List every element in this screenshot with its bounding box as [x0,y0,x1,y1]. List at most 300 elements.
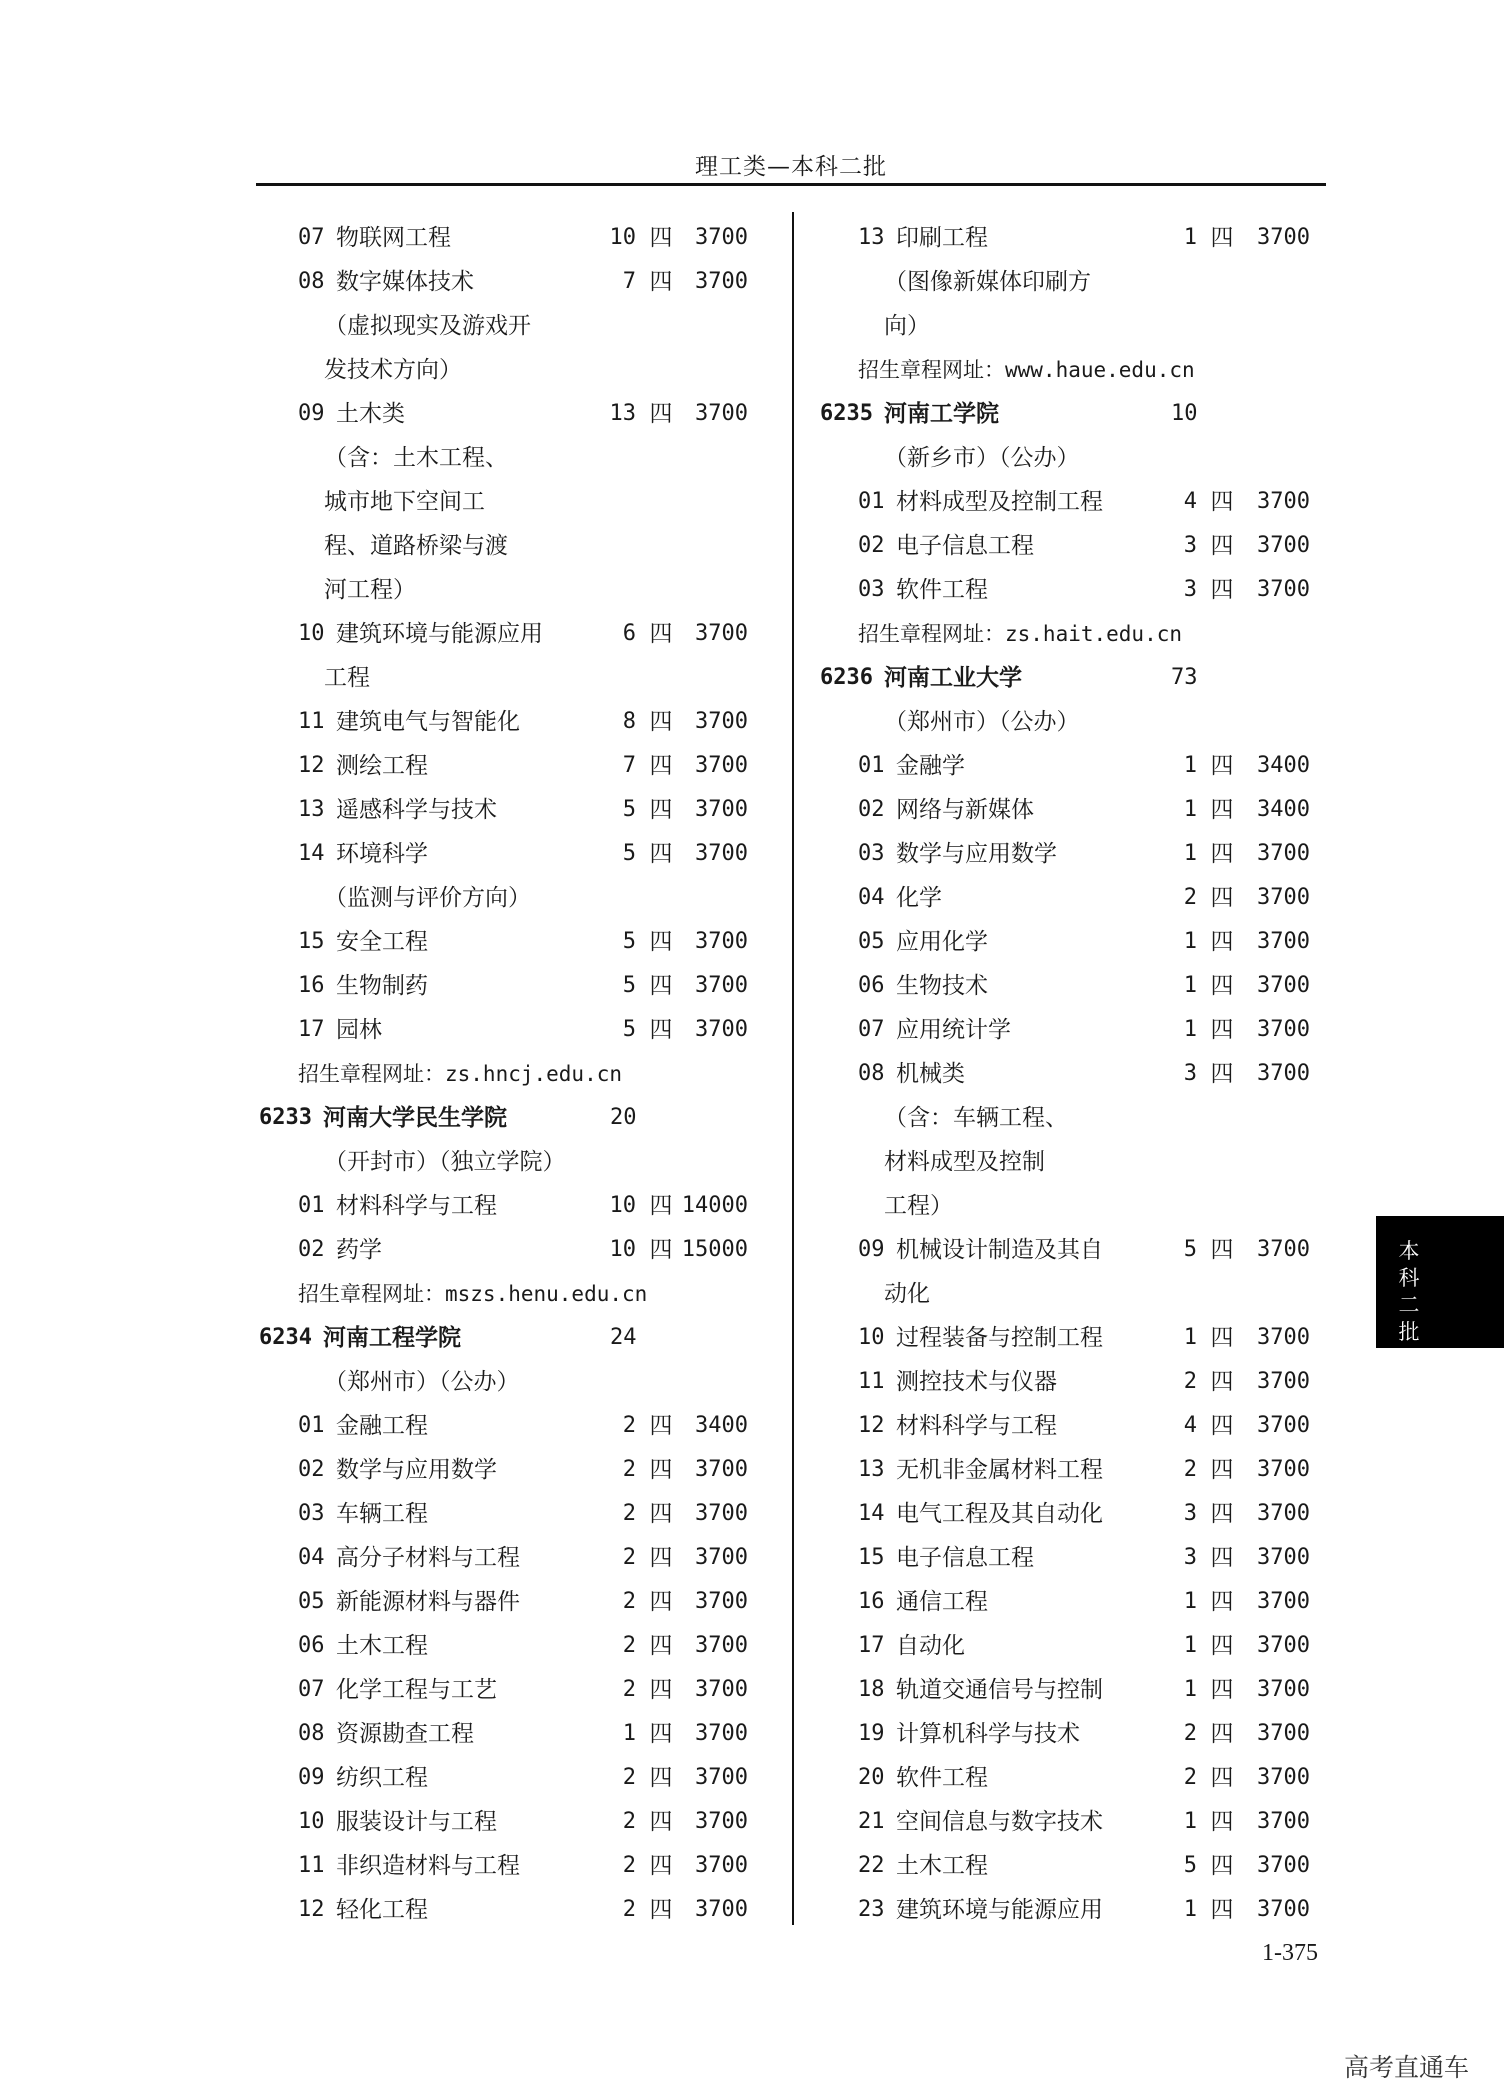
tuition-fee: 3700 [1257,1721,1310,1746]
major-name: 生物制药 [336,973,428,999]
major-name: 金融学 [896,753,965,779]
major-code: 12 [858,1413,885,1438]
tuition-fee: 3700 [1257,1017,1310,1042]
major-count: 2 [622,1589,636,1614]
note-text: （新乡市）（公办） [884,445,1080,471]
major-code: 08 [298,269,325,294]
note-text: （监测与评价方向） [324,885,531,911]
school-name: 河南工学院 [884,401,999,427]
note-text: 城市地下空间工 [324,489,485,515]
school-row [0,656,1504,700]
major-row [0,1052,1504,1096]
major-code: 04 [858,885,885,910]
major-name: 遥感科学与技术 [336,797,497,823]
major-count: 1 [1183,973,1197,998]
major-count: 2 [1183,885,1197,910]
note-text: （图像新媒体印刷方 [884,269,1091,295]
major-row [0,1360,1504,1404]
major-count: 1 [1183,929,1197,954]
study-years: 四 [1210,841,1234,867]
tuition-fee: 3700 [1257,929,1310,954]
school-code: 6234 [259,1325,312,1350]
note-text: （虚拟现实及游戏开 [324,313,531,339]
major-name: 数字媒体技术 [336,269,474,295]
tuition-fee: 3400 [1257,753,1310,778]
major-code: 03 [858,841,885,866]
major-count: 2 [622,1501,636,1526]
school-name: 河南工业大学 [884,665,1022,691]
side-tab-label: 本科二批 [1398,1239,1420,1344]
study-years: 四 [1210,225,1234,251]
tuition-fee: 3700 [695,1633,748,1658]
study-years: 四 [1210,1853,1234,1879]
major-code: 02 [858,797,885,822]
note-row [0,700,1504,744]
admission-url-row [0,348,1504,392]
major-code: 10 [858,1325,885,1350]
major-name: 新能源材料与器件 [336,1589,520,1615]
study-years: 四 [649,1237,673,1263]
major-name: 通信工程 [896,1589,988,1615]
school-code: 6233 [259,1105,312,1130]
major-code: 12 [298,1897,325,1922]
major-name: 网络与新媒体 [896,797,1034,823]
tuition-fee: 3700 [695,1457,748,1482]
tuition-fee: 3700 [695,797,748,822]
page-number: 1-375 [1262,1940,1318,1966]
tuition-fee: 3700 [1257,973,1310,998]
major-name: 应用统计学 [896,1017,1011,1043]
major-count: 1 [1183,841,1197,866]
major-name: 化学 [896,885,942,911]
major-count: 2 [622,1413,636,1438]
major-code: 07 [298,225,325,250]
major-code: 03 [298,1501,325,1526]
major-count: 5 [622,929,636,954]
school-quota: 20 [610,1105,637,1130]
admission-url: 招生章程网址：zs.hncj.edu.cn [298,1062,623,1086]
note-text: 工程） [884,1193,953,1219]
tuition-fee: 3700 [695,621,748,646]
major-code: 08 [298,1721,325,1746]
major-row [0,1008,1504,1052]
school-code: 6236 [820,665,873,690]
major-count: 10 [609,1237,636,1262]
tuition-fee: 3700 [1257,1677,1310,1702]
major-row [0,788,1504,832]
major-name: 电子信息工程 [896,1545,1034,1571]
major-code: 17 [298,1017,325,1042]
school-code: 6235 [820,401,873,426]
school-name: 河南大学民生学院 [323,1105,507,1131]
major-row [0,568,1504,612]
note-row [0,1184,1504,1228]
page-header-title: 理工类—本科二批 [695,154,887,180]
major-name: 测绘工程 [336,753,428,779]
major-code: 16 [858,1589,885,1614]
study-years: 四 [649,1765,673,1791]
tuition-fee: 3700 [695,1897,748,1922]
tuition-fee: 3700 [1257,1809,1310,1834]
tuition-fee: 3700 [695,269,748,294]
note-row [0,260,1504,304]
tuition-fee: 3700 [1257,489,1310,514]
tuition-fee: 3700 [695,1853,748,1878]
note-row [0,1096,1504,1140]
major-row [0,216,1504,260]
study-years: 四 [1210,577,1234,603]
note-text: （含：土木工程、 [324,445,508,471]
tuition-fee: 3700 [1257,1633,1310,1658]
study-years: 四 [649,753,673,779]
tuition-fee: 3700 [695,973,748,998]
study-years: 四 [649,621,673,647]
study-years: 四 [1210,533,1234,559]
major-row [0,1580,1504,1624]
major-count: 1 [1183,1809,1197,1834]
note-text: （郑州市）（公办） [884,709,1080,735]
major-row [0,920,1504,964]
major-count: 2 [622,1853,636,1878]
study-years: 四 [649,709,673,735]
major-count: 8 [622,709,636,734]
study-years: 四 [649,1501,673,1527]
study-years: 四 [1210,1677,1234,1703]
tuition-fee: 3700 [1257,225,1310,250]
tuition-fee: 3700 [1257,1589,1310,1614]
study-years: 四 [1210,1765,1234,1791]
tuition-fee: 3700 [1257,1765,1310,1790]
major-count: 3 [1183,1061,1197,1086]
tuition-fee: 3700 [695,225,748,250]
study-years: 四 [1210,1237,1234,1263]
major-name: 建筑环境与能源应用 [336,621,543,647]
major-row [0,1844,1504,1888]
major-name: 化学工程与工艺 [336,1677,497,1703]
study-years: 四 [649,841,673,867]
major-code: 07 [858,1017,885,1042]
major-code: 02 [858,533,885,558]
note-text: 向） [884,313,930,339]
note-text: 动化 [884,1281,930,1307]
major-code: 13 [858,225,885,250]
study-years: 四 [649,1809,673,1835]
school-quota: 73 [1171,665,1198,690]
major-count: 2 [622,1677,636,1702]
major-code: 10 [298,621,325,646]
major-code: 05 [858,929,885,954]
major-row [0,964,1504,1008]
tuition-fee: 3700 [1257,577,1310,602]
major-code: 21 [858,1809,885,1834]
major-code: 08 [858,1061,885,1086]
major-code: 23 [858,1897,885,1922]
major-count: 1 [622,1721,636,1746]
study-years: 四 [649,1677,673,1703]
major-count: 2 [622,1633,636,1658]
study-years: 四 [1210,1325,1234,1351]
major-name: 数学与应用数学 [336,1457,497,1483]
major-name: 测控技术与仪器 [896,1369,1057,1395]
major-name: 土木工程 [336,1633,428,1659]
study-years: 四 [1210,489,1234,515]
study-years: 四 [1210,1897,1234,1923]
tuition-fee: 3700 [1257,1413,1310,1438]
major-code: 13 [858,1457,885,1482]
major-name: 电气工程及其自动化 [896,1501,1103,1527]
study-years: 四 [1210,1413,1234,1439]
major-code: 11 [858,1369,885,1394]
major-row [0,876,1504,920]
tuition-fee: 3700 [1257,1501,1310,1526]
tuition-fee: 3700 [1257,1325,1310,1350]
tuition-fee: 3700 [695,1545,748,1570]
note-row [0,1140,1504,1184]
tuition-fee: 3700 [695,929,748,954]
major-name: 环境科学 [336,841,428,867]
study-years: 四 [1210,1457,1234,1483]
major-count: 5 [622,973,636,998]
note-text: （含：车辆工程、 [884,1105,1068,1131]
study-years: 四 [1210,1589,1234,1615]
major-row [0,1888,1504,1932]
major-code: 14 [858,1501,885,1526]
note-row [0,436,1504,480]
study-years: 四 [649,1193,673,1219]
tuition-fee: 3400 [695,1413,748,1438]
major-count: 3 [1183,1501,1197,1526]
major-row [0,1492,1504,1536]
note-text: 程、道路桥梁与渡 [324,533,508,559]
major-count: 1 [1183,1633,1197,1658]
study-years: 四 [649,1457,673,1483]
major-name: 应用化学 [896,929,988,955]
major-name: 软件工程 [896,1765,988,1791]
major-name: 电子信息工程 [896,533,1034,559]
major-name: 数学与应用数学 [896,841,1057,867]
tuition-fee: 3700 [1257,1853,1310,1878]
study-years: 四 [1210,1545,1234,1571]
admission-url: 招生章程网址：zs.hait.edu.cn [858,622,1183,646]
major-code: 01 [298,1413,325,1438]
major-name: 无机非金属材料工程 [896,1457,1103,1483]
major-code: 02 [298,1457,325,1482]
tuition-fee: 14000 [681,1193,748,1218]
major-count: 2 [622,1765,636,1790]
study-years: 四 [649,1545,673,1571]
major-name: 物联网工程 [336,225,451,251]
major-name: 纺织工程 [336,1765,428,1791]
study-years: 四 [1210,797,1234,823]
major-name: 印刷工程 [896,225,988,251]
major-row [0,1228,1504,1272]
major-name: 建筑环境与能源应用 [896,1897,1103,1923]
major-code: 03 [858,577,885,602]
major-count: 5 [622,797,636,822]
major-code: 09 [298,1765,325,1790]
watermark: 高考直通车 [1344,2053,1470,2082]
school-quota: 10 [1171,401,1198,426]
study-years: 四 [649,401,673,427]
study-years: 四 [649,1721,673,1747]
major-name: 生物技术 [896,973,988,999]
major-name: 自动化 [896,1633,965,1659]
major-code: 05 [298,1589,325,1614]
major-count: 5 [1183,1853,1197,1878]
major-count: 2 [622,1457,636,1482]
major-count: 2 [622,1545,636,1570]
admission-url-row [0,612,1504,656]
major-count: 10 [609,225,636,250]
tuition-fee: 3700 [695,401,748,426]
major-row [0,480,1504,524]
tuition-fee: 3700 [1257,1897,1310,1922]
major-count: 2 [622,1809,636,1834]
major-code: 17 [858,1633,885,1658]
note-row [0,304,1504,348]
major-code: 20 [858,1765,885,1790]
major-count: 2 [1183,1765,1197,1790]
tuition-fee: 3700 [695,1017,748,1042]
major-count: 5 [622,841,636,866]
major-code: 11 [298,1853,325,1878]
major-name: 服装设计与工程 [336,1809,497,1835]
major-name: 机械设计制造及其自 [896,1237,1103,1263]
study-years: 四 [1210,1501,1234,1527]
admission-url: 招生章程网址：www.haue.edu.cn [858,358,1195,382]
header-rule [256,183,1326,186]
tuition-fee: 3700 [1257,1457,1310,1482]
major-count: 7 [622,269,636,294]
major-count: 13 [609,401,636,426]
study-years: 四 [649,973,673,999]
major-row [0,1668,1504,1712]
study-years: 四 [649,269,673,295]
major-count: 4 [1183,1413,1197,1438]
study-years: 四 [1210,753,1234,779]
major-name: 安全工程 [336,929,428,955]
major-code: 09 [858,1237,885,1262]
major-name: 机械类 [896,1061,965,1087]
major-count: 4 [1183,489,1197,514]
major-name: 土木类 [336,401,405,427]
major-code: 01 [858,753,885,778]
study-years: 四 [649,1589,673,1615]
tuition-fee: 3700 [695,841,748,866]
major-code: 01 [298,1193,325,1218]
note-text: （开封市）（独立学院） [324,1149,566,1175]
study-years: 四 [649,1633,673,1659]
major-row [0,1624,1504,1668]
study-years: 四 [1210,929,1234,955]
major-row [0,1800,1504,1844]
major-code: 09 [298,401,325,426]
tuition-fee: 3700 [695,1765,748,1790]
tuition-fee: 3700 [695,709,748,734]
major-name: 金融工程 [336,1413,428,1439]
major-count: 1 [1183,1677,1197,1702]
major-row [0,1756,1504,1800]
study-years: 四 [1210,885,1234,911]
major-name: 资源勘查工程 [336,1721,474,1747]
study-years: 四 [1210,973,1234,999]
major-name: 药学 [336,1237,382,1263]
major-code: 19 [858,1721,885,1746]
study-years: 四 [649,225,673,251]
tuition-fee: 3700 [1257,1369,1310,1394]
major-count: 1 [1183,1589,1197,1614]
admission-url: 招生章程网址：mszs.henu.edu.cn [298,1282,648,1306]
major-name: 高分子材料与工程 [336,1545,520,1571]
study-years: 四 [1210,1721,1234,1747]
major-code: 01 [858,489,885,514]
major-row [0,832,1504,876]
tuition-fee: 3700 [1257,885,1310,910]
study-years: 四 [1210,1369,1234,1395]
major-row [0,524,1504,568]
major-code: 06 [298,1633,325,1658]
major-row [0,1404,1504,1448]
study-years: 四 [649,1853,673,1879]
tuition-fee: 3700 [1257,1237,1310,1262]
school-name: 河南工程学院 [323,1325,461,1351]
major-name: 空间信息与数字技术 [896,1809,1103,1835]
note-text: 材料成型及控制 [884,1149,1045,1175]
major-row [0,1536,1504,1580]
major-count: 10 [609,1193,636,1218]
tuition-fee: 3700 [695,1809,748,1834]
major-code: 14 [298,841,325,866]
major-row [0,744,1504,788]
tuition-fee: 3700 [1257,1545,1310,1570]
major-code: 02 [298,1237,325,1262]
study-years: 四 [649,1413,673,1439]
major-name: 材料科学与工程 [896,1413,1057,1439]
major-count: 3 [1183,533,1197,558]
tuition-fee: 3700 [695,753,748,778]
major-count: 1 [1183,1017,1197,1042]
major-code: 11 [298,709,325,734]
major-name: 轨道交通信号与控制 [896,1677,1103,1703]
school-row [0,392,1504,436]
major-name: 材料科学与工程 [336,1193,497,1219]
major-count: 1 [1183,1325,1197,1350]
study-years: 四 [649,1897,673,1923]
major-count: 1 [1183,1897,1197,1922]
major-code: 16 [298,973,325,998]
tuition-fee: 3700 [695,1589,748,1614]
major-count: 7 [622,753,636,778]
major-name: 计算机科学与技术 [896,1721,1080,1747]
major-count: 2 [1183,1369,1197,1394]
study-years: 四 [1210,1633,1234,1659]
major-name: 车辆工程 [336,1501,428,1527]
major-name: 过程装备与控制工程 [896,1325,1103,1351]
tuition-fee: 15000 [681,1237,748,1262]
tuition-fee: 3700 [695,1677,748,1702]
study-years: 四 [649,797,673,823]
tuition-fee: 3700 [695,1501,748,1526]
tuition-fee: 3700 [1257,841,1310,866]
tuition-fee: 3700 [695,1721,748,1746]
major-code: 22 [858,1853,885,1878]
major-code: 10 [298,1809,325,1834]
major-count: 2 [1183,1457,1197,1482]
major-name: 土木工程 [896,1853,988,1879]
school-quota: 24 [610,1325,637,1350]
major-count: 5 [1183,1237,1197,1262]
note-text: 工程 [324,665,370,691]
